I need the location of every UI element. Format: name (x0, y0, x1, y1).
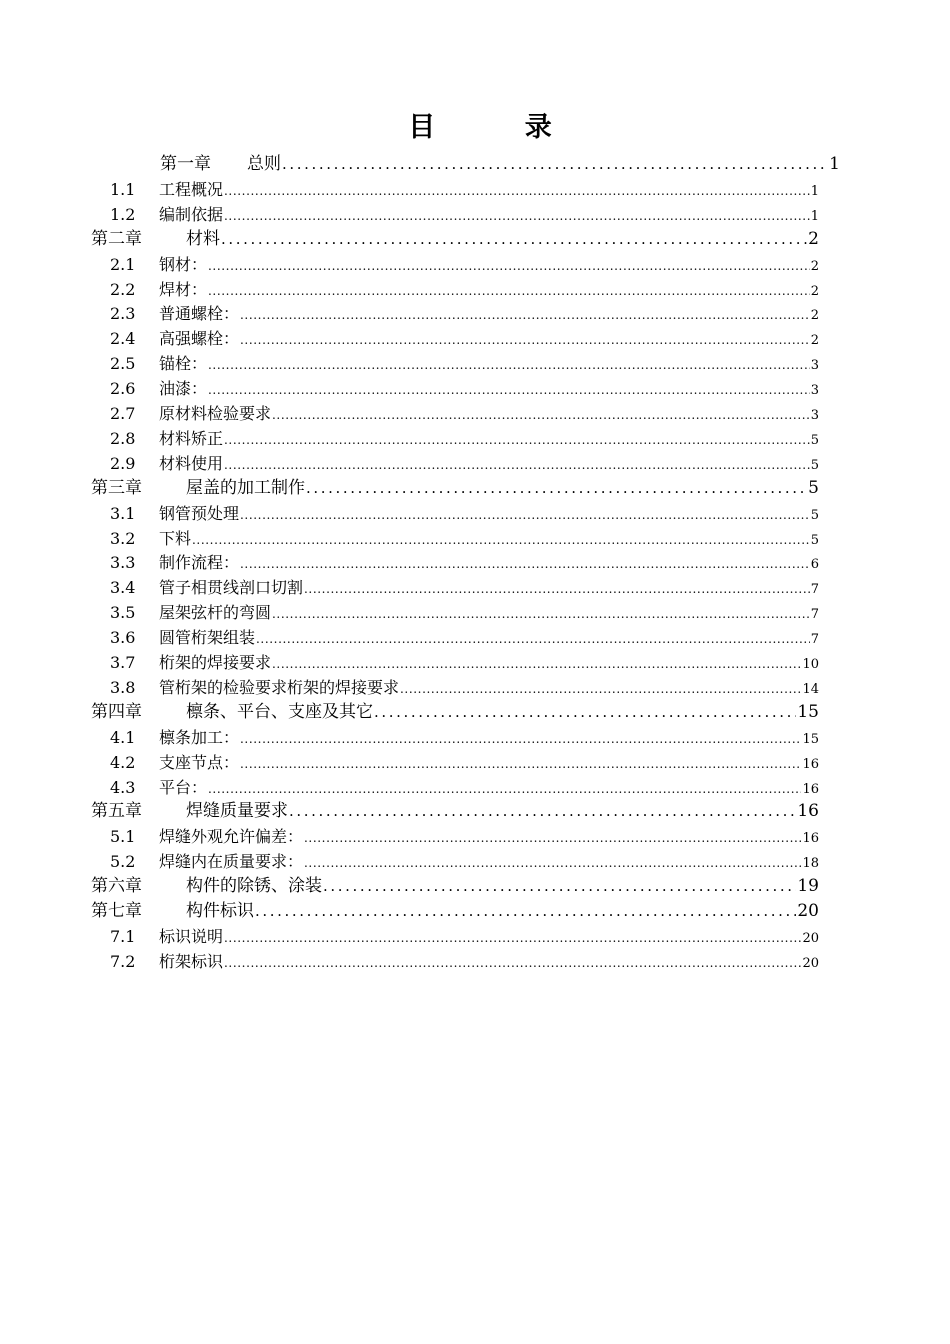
toc-entry-section[interactable] (110, 526, 819, 551)
toc-entry-title: 焊缝外观允许偏差： (159, 827, 304, 847)
toc-entry-chapter[interactable] (160, 152, 840, 177)
toc-entry-title: 钢管预处理 (159, 503, 240, 523)
toc-entry-page-number: 5 (808, 477, 819, 498)
toc-entry-number: 1.1 (110, 179, 136, 199)
toc-entry-page-number: 2 (810, 258, 819, 274)
toc-entry-number: 第五章 (91, 801, 142, 822)
toc-entry-number: 第四章 (91, 701, 142, 722)
toc-dot-leader (272, 403, 810, 426)
toc-entry-page-number: 20 (797, 901, 819, 921)
toc-dot-leader (240, 552, 810, 575)
toc-entry-number: 4.1 (110, 727, 136, 747)
toc-dot-leader (304, 826, 801, 849)
toc-entry-title: 工程概况 (159, 179, 224, 199)
toc-dot-leader (224, 951, 801, 974)
toc-entry-number: 3.2 (110, 528, 136, 548)
toc-entry-title: 管子相贯线剖口切割 (159, 578, 304, 598)
toc-dot-leader (208, 777, 801, 800)
toc-dot-leader (306, 476, 807, 501)
toc-entry-title: 普通螺栓： (159, 304, 240, 324)
toc-entry-page-number: 2 (808, 228, 819, 249)
toc-entry-title: 平台： (159, 777, 208, 797)
toc-entry-number: 第二章 (91, 228, 142, 249)
toc-entry-section[interactable] (110, 949, 819, 974)
toc-entry-number: 7.1 (110, 926, 136, 946)
toc-dot-leader (221, 227, 807, 252)
toc-entry-page-number: 3 (810, 358, 819, 374)
toc-entry-number: 3.7 (110, 653, 136, 672)
toc-entry-title: 檩条、平台、支座及其它 (186, 701, 373, 722)
toc-entry-section[interactable] (110, 326, 819, 351)
toc-entry-title: 钢材： (159, 254, 208, 274)
toc-entry-number: 第三章 (91, 477, 142, 498)
toc-dot-leader (272, 652, 801, 675)
toc-entry-section[interactable] (110, 824, 819, 849)
toc-dot-leader (374, 700, 796, 725)
toc-entry-title: 桁架标识 (159, 951, 224, 971)
toc-entry-chapter[interactable] (91, 874, 819, 899)
toc-entry-section[interactable] (110, 849, 819, 874)
toc-entry-section[interactable] (110, 177, 819, 202)
toc-entry-page-number: 7 (810, 632, 819, 648)
toc-entry-number: 5.2 (110, 852, 136, 872)
toc-entry-title: 焊缝质量要求 (186, 801, 288, 822)
toc-dot-leader (192, 528, 810, 551)
toc-entry-page-number: 15 (802, 731, 819, 747)
toc-entry-section[interactable] (110, 301, 819, 326)
toc-entry-number: 3.5 (110, 603, 136, 623)
toc-entry-page-number: 1 (829, 154, 840, 174)
toc-entry-chapter[interactable] (91, 476, 819, 501)
toc-entry-number: 2.6 (110, 379, 136, 399)
toc-entry-number: 第一章 (160, 154, 211, 174)
toc-entry-number: 2.1 (110, 254, 136, 274)
toc-entry-section[interactable] (110, 924, 819, 949)
toc-entry-page-number: 7 (810, 582, 819, 598)
toc-entry-page-number: 3 (810, 383, 819, 399)
toc-entry-chapter[interactable] (91, 899, 819, 924)
toc-entry-section[interactable] (110, 650, 819, 675)
toc-dot-leader (208, 353, 810, 376)
toc-entry-title: 桁架的焊接要求 (159, 653, 272, 672)
toc-entry-page-number: 20 (802, 955, 819, 971)
toc-entry-section[interactable] (110, 351, 819, 376)
toc-entry-section[interactable] (110, 600, 819, 625)
toc-entry-number: 3.1 (110, 503, 136, 523)
toc-entry-section[interactable] (110, 725, 819, 750)
toc-dot-leader (282, 152, 828, 177)
toc-entry-page-number: 7 (810, 607, 819, 623)
toc-entry-page-number: 1 (810, 208, 819, 224)
toc-entry-section[interactable] (110, 426, 819, 451)
toc-entry-number: 5.1 (110, 827, 136, 847)
toc-entry-section[interactable] (110, 625, 819, 650)
toc-entry-title: 材料 (186, 228, 220, 249)
toc-entry-page-number: 20 (802, 930, 819, 946)
toc-entry-section[interactable] (110, 202, 819, 227)
toc-entry-title: 下料 (159, 528, 192, 548)
toc-entry-number: 2.3 (110, 304, 136, 324)
toc-dot-leader (208, 279, 810, 302)
toc-entry-number: 2.4 (110, 329, 136, 349)
toc-entry-page-number: 15 (797, 701, 819, 722)
toc-entry-chapter[interactable] (91, 227, 819, 252)
toc-entry-title: 总则 (247, 154, 281, 174)
toc-dot-leader (400, 677, 801, 700)
toc-entry-number: 4.2 (110, 752, 136, 772)
toc-entry-page-number: 16 (802, 781, 819, 797)
toc-entry-title: 管桁架的检验要求桁架的焊接要求 (159, 677, 400, 697)
toc-entry-section[interactable] (110, 775, 819, 800)
toc-entry-number: 4.3 (110, 777, 136, 797)
toc-entry-title: 檩条加工： (159, 727, 240, 747)
toc-entry-page-number: 16 (802, 831, 819, 847)
toc-dot-leader (224, 453, 810, 476)
toc-dot-leader (240, 328, 810, 351)
toc-entry-section[interactable] (110, 675, 819, 700)
toc-dot-leader (224, 428, 810, 451)
toc-entry-page-number: 1 (810, 183, 819, 199)
toc-entry-title: 标识说明 (159, 926, 224, 946)
toc-entry-number: 7.2 (110, 951, 136, 971)
toc-entry-title: 锚栓： (159, 354, 208, 374)
toc-entry-page-number: 18 (802, 856, 819, 872)
toc-entry-page-number: 6 (810, 557, 819, 573)
toc-entry-page-number: 19 (797, 876, 819, 897)
toc-dot-leader (304, 577, 810, 600)
toc-entry-number: 第七章 (91, 901, 142, 921)
toc-entry-title: 屋架弦杆的弯圆 (159, 603, 272, 623)
toc-dot-leader (289, 799, 796, 824)
toc-dot-leader (240, 503, 810, 526)
toc-dot-leader (224, 926, 801, 949)
toc-entry-page-number: 5 (810, 432, 819, 448)
toc-entry-title: 屋盖的加工制作 (186, 477, 305, 498)
toc-entry-title: 焊缝内在质量要求： (159, 852, 304, 872)
toc-dot-leader (208, 378, 810, 401)
toc-entry-title: 材料矫正 (159, 428, 224, 448)
toc-entry-section[interactable] (110, 750, 819, 775)
toc-entry-number: 1.2 (110, 204, 136, 224)
toc-dot-leader (240, 303, 810, 326)
toc-entry-section[interactable] (110, 550, 819, 575)
toc-entry-page-number: 10 (802, 657, 819, 672)
toc-entry-title: 圆管桁架组装 (159, 628, 256, 648)
toc-entry-title: 支座节点： (159, 752, 240, 772)
toc-entry-section[interactable] (110, 252, 819, 277)
toc-entry-title: 原材料检验要求 (159, 404, 272, 423)
toc-entry-title: 焊材： (159, 279, 208, 299)
toc-entry-page-number: 14 (802, 681, 819, 697)
toc-entry-number: 3.4 (110, 578, 136, 598)
toc-entry-page-number: 2 (810, 308, 819, 324)
toc-entry-section[interactable] (110, 501, 819, 526)
toc-entry-section[interactable] (110, 575, 819, 600)
toc-entry-page-number: 3 (810, 408, 819, 423)
toc-entry-number: 2.5 (110, 354, 136, 374)
toc-entry-section[interactable] (110, 376, 819, 401)
toc-entry-section[interactable] (110, 277, 819, 302)
toc-entry-title: 制作流程： (159, 553, 240, 573)
toc-entry-title: 构件标识 (186, 901, 254, 921)
toc-dot-leader (208, 254, 810, 277)
toc-entry-page-number: 2 (810, 283, 819, 299)
toc-entry-page-number: 5 (810, 507, 819, 523)
toc-dot-leader (272, 602, 810, 625)
toc-entry-title: 油漆： (159, 379, 208, 399)
toc-entry-page-number: 2 (810, 333, 819, 349)
toc-dot-leader (255, 899, 796, 924)
toc-entry-number: 2.2 (110, 279, 136, 299)
toc-entry-number: 3.3 (110, 553, 136, 573)
toc-dot-leader (256, 627, 810, 650)
toc-entry-section[interactable] (110, 401, 819, 426)
toc-entry-title: 材料使用 (159, 453, 224, 473)
toc-entry-chapter[interactable] (91, 799, 819, 824)
toc-entry-page-number: 16 (802, 756, 819, 772)
toc-entry-page-number: 5 (810, 457, 819, 473)
toc-dot-leader (240, 752, 801, 775)
toc-entry-page-number: 16 (797, 801, 819, 822)
toc-entry-section[interactable] (110, 451, 819, 476)
toc-entry-number: 2.9 (110, 453, 136, 473)
toc-dot-leader (224, 204, 810, 227)
toc-entry-page-number: 5 (810, 532, 819, 548)
toc-entry-number: 2.8 (110, 428, 136, 448)
toc-entry-number: 3.8 (110, 677, 136, 697)
toc-title: 目 录 (408, 112, 592, 143)
toc-entry-number: 第六章 (91, 876, 142, 897)
toc-entry-title: 构件的除锈、涂装 (186, 876, 322, 897)
toc-dot-leader (240, 727, 801, 750)
toc-entry-number: 2.7 (110, 404, 136, 423)
toc-entry-chapter[interactable] (91, 700, 819, 725)
toc-entry-number: 3.6 (110, 628, 136, 648)
toc-entry-title: 高强螺栓： (159, 329, 240, 349)
toc-dot-leader (304, 851, 801, 874)
toc-entry-title: 编制依据 (159, 204, 224, 224)
toc-dot-leader (224, 179, 810, 202)
toc-dot-leader (323, 874, 796, 899)
